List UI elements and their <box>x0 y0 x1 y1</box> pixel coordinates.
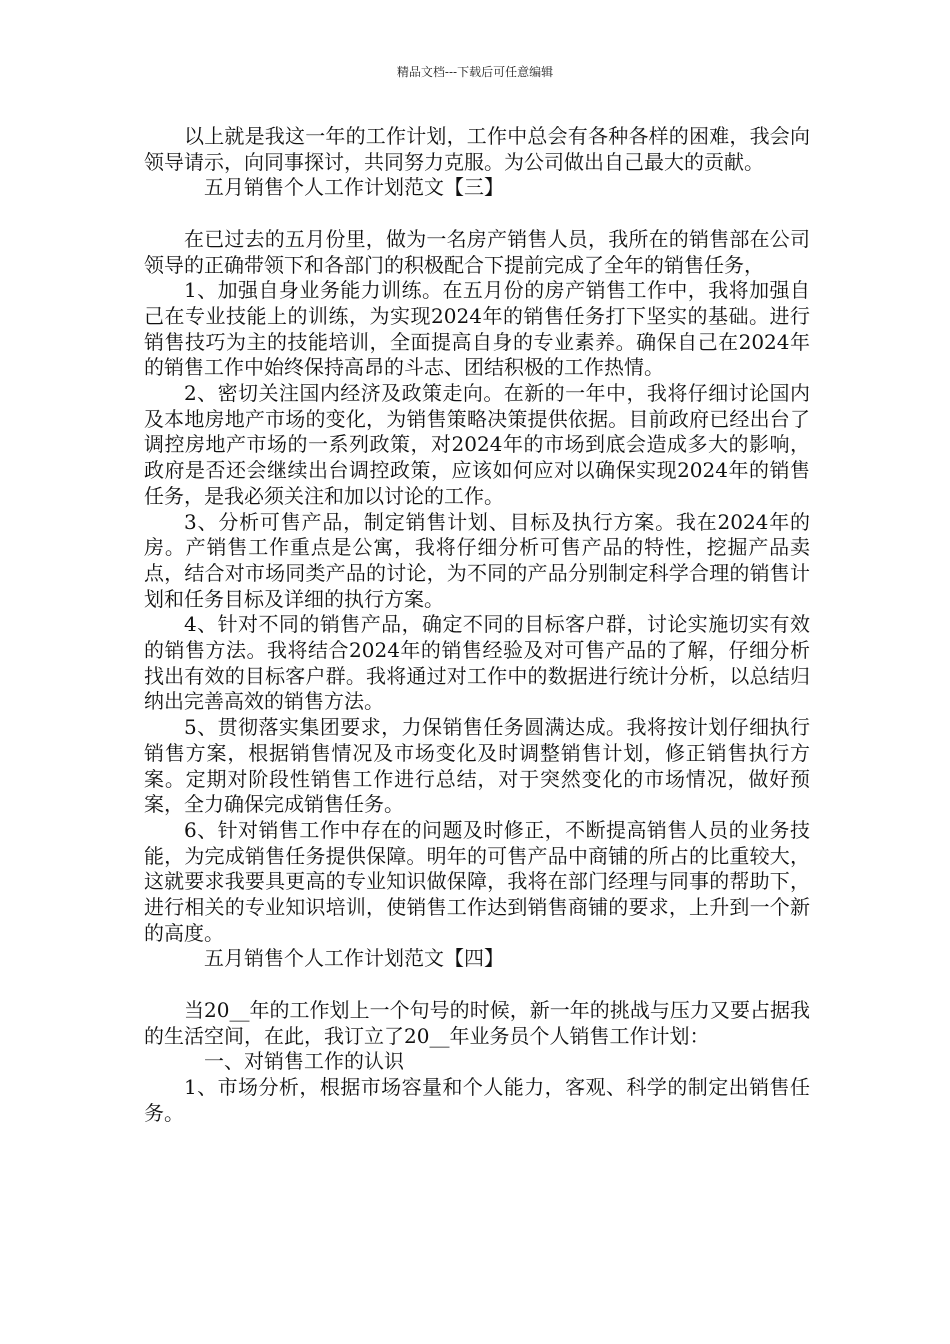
page-header: 精品文档---下载后可任意编辑 <box>396 65 554 79</box>
paragraph-intro-4: 当20__年的工作划上一个句号的时候，新一年的挑战与压力又要占据我的生活空间，在此，我订立了20__年业务员个人销售工作计划： <box>144 997 810 1048</box>
paragraph-closing: 以上就是我这一年的工作计划，工作中总会有各种各样的困难，我会向领导请示，向同事探讨，共同努力克服。为公司做出自己最大的贡献。 <box>144 124 810 174</box>
section-heading-3: 五月销售个人工作计划范文【三】 <box>204 175 504 200</box>
list-item-2: 2、密切关注国内经济及政策走向。在新的一年中，我将仔细讨论国内及本地房地产市场的变化，为销售策略决策提供依据。目前政府已经出台了调控房地产市场的一系列政策，对2024年的市场到底会造成多大的影响，政府是否还会继续出台调控政策，应该如何应对以确保实现2024年的销售任务，是我必须关注和加以讨论的工作。 <box>144 381 810 508</box>
list-item-market-analysis: 1、市场分析，根据市场容量和个人能力，客观、科学的制定出销售任务。 <box>144 1074 810 1125</box>
subheading-1: 一、对销售工作的认识 <box>204 1049 404 1074</box>
document-body <box>144 124 810 1126</box>
list-item-3: 3、分析可售产品，制定销售计划、目标及执行方案。我在2024年的房。产销售工作重点是公寓，我将仔细分析可售产品的特性，挖掘产品卖点，结合对市场同类产品的讨论，为不同的产品分别制定科学合理的销售计划和任务目标及详细的执行方案。 <box>144 509 810 611</box>
list-item-4: 4、针对不同的销售产品，确定不同的目标客户群，讨论实施切实有效的销售方法。我将结合2024年的销售经验及对可售产品的了解，仔细分析找出有效的目标客户群。我将通过对工作中的数据进行统计分析，以总结归纳出完善高效的销售方法。 <box>144 612 810 714</box>
paragraph-intro-3: 在已过去的五月份里，做为一名房产销售人员，我所在的销售部在公司领导的正确带领下和各部门的积极配合下提前完成了全年的销售任务， <box>144 226 810 277</box>
list-item-1: 1、加强自身业务能力训练。在五月份的房产销售工作中，我将加强自己在专业技能上的训练，为实现2024年的销售任务打下坚实的基础。进行销售技巧为主的技能培训，全面提高自身的专业素养。确保自己在2024年的销售工作中始终保持高昂的斗志、团结积极的工作热情。 <box>144 278 810 380</box>
list-item-6: 6、针对销售工作中存在的问题及时修正，不断提高销售人员的业务技能，为完成销售任务提供保障。明年的可售产品中商铺的所占的比重较大，这就要求我要具更高的专业知识做保障，我将在部门经理与同事的帮助下，进行相关的专业知识培训，使销售工作达到销售商铺的要求，上升到一个新的高度。 <box>144 817 810 945</box>
list-item-5: 5、贯彻落实集团要求，力保销售任务圆满达成。我将按计划仔细执行销售方案，根据销售情况及市场变化及时调整销售计划，修正销售执行方案。定期对阶段性销售工作进行总结，对于突然变化的市场情况，做好预案，全力确保完成销售任务。 <box>144 715 810 817</box>
section-heading-4: 五月销售个人工作计划范文【四】 <box>204 946 504 971</box>
